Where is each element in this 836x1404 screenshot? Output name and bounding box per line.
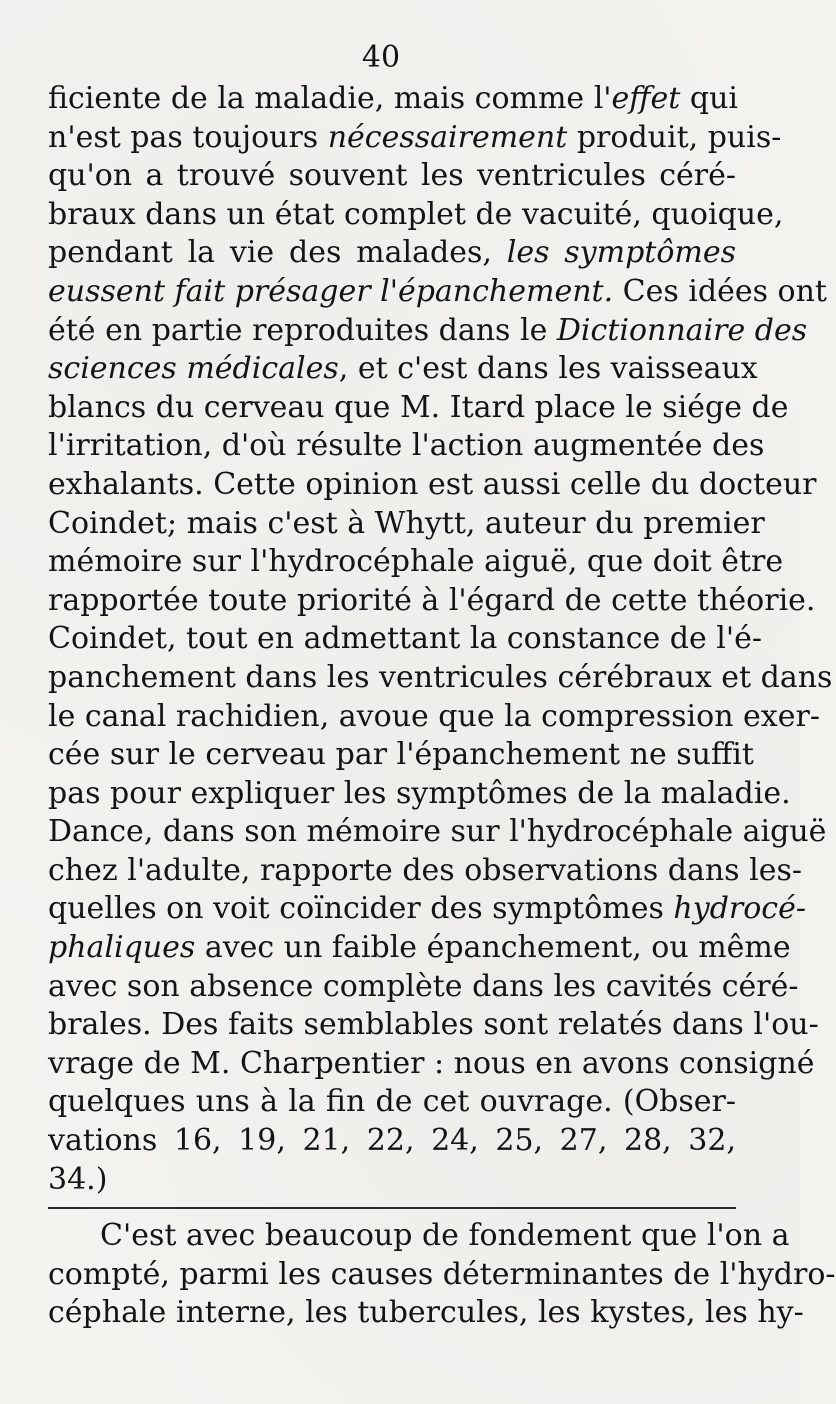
text-line <box>48 813 827 852</box>
line-text: compté, parmi les causes déterminantes de l'hydro- <box>48 1256 836 1292</box>
text-line <box>48 852 802 891</box>
line-text: l'irritation, d'où résulte l'action augmentée des <box>48 428 765 464</box>
italic-text: phaliques <box>48 930 196 966</box>
line-text: quelles on voit coïncider des symptômes <box>48 891 674 927</box>
text-line <box>48 543 784 582</box>
text-line <box>48 620 763 659</box>
italic-text: sciences médicales <box>48 351 339 387</box>
text-line <box>48 582 816 621</box>
text-line <box>48 1045 815 1084</box>
text-line <box>48 196 784 235</box>
line-text: Ces idées ont <box>613 273 827 309</box>
italic-text: Dictionnaire des <box>556 312 808 348</box>
line-text: braux dans un état complet de vacuité, quoique, <box>48 196 784 232</box>
line-text: cée sur le cerveau par l'épanchement ne suffit <box>48 737 754 773</box>
paragraph-1 <box>48 80 833 1209</box>
line-text: chez l'adulte, rapporte des observations dans les- <box>48 852 802 888</box>
text-line <box>48 1083 736 1122</box>
line-text: vrage de M. Charpentier : nous en avons consigné <box>48 1045 815 1081</box>
line-text: brales. Des faits semblables sont relatés dans l'ou- <box>48 1007 819 1043</box>
line-text: blancs du cerveau que M. Itard place le siége de <box>48 389 789 425</box>
line-text: été en partie reproduites dans le <box>48 312 557 348</box>
line-text: ficiente de la maladie, mais comme <box>48 81 594 116</box>
text-line <box>48 273 827 312</box>
separator-rule <box>48 1207 736 1209</box>
text-line <box>48 350 758 389</box>
line-text: avec un faible épanchement, ou même <box>195 930 791 966</box>
italic-text: effet <box>611 81 681 116</box>
line-text: Dance, dans son mémoire sur l'hydrocéphale aiguë <box>48 814 827 850</box>
paragraph-2 <box>48 1217 836 1333</box>
text-line <box>48 389 789 428</box>
line-text: qui <box>680 81 739 116</box>
line-text: exhalants. Cette opinion est aussi celle du docteur <box>48 466 817 502</box>
text-line <box>48 312 808 351</box>
line-text: 34.) <box>48 1161 108 1197</box>
line-text: , et c'est dans les vaisseaux <box>338 351 758 387</box>
italic-text: eussent fait présager l'épanchement. <box>48 273 614 309</box>
page-number: 40 <box>361 40 401 75</box>
text-line <box>48 157 736 196</box>
text-line <box>48 890 806 929</box>
italic-text: nécessairement <box>327 119 568 155</box>
italic-text: les symptômes <box>506 235 736 271</box>
line-text: panchement dans les ventricules cérébraux et dans <box>48 659 833 695</box>
line-text: mémoire sur l'hydrocéphale aiguë, que doit être <box>48 544 784 580</box>
text-line <box>48 659 833 698</box>
line-text: qu'on a trouvé souvent les ventricules céré- <box>48 158 736 194</box>
text-line <box>48 1256 836 1295</box>
text-line <box>48 736 754 775</box>
text-line <box>48 929 791 968</box>
line-text: pas pour expliquer les symptômes de la maladie. <box>48 775 791 811</box>
line-text: Coindet; mais c'est à Whytt, auteur du premier <box>48 505 765 541</box>
line-text: le canal rachidien, avoue que la compression exer- <box>48 698 820 734</box>
text-line <box>48 775 791 814</box>
text-line <box>48 466 817 505</box>
line-text: C'est avec beaucoup de fondement que l'on a <box>100 1218 790 1254</box>
text-line <box>48 505 765 544</box>
text-line <box>48 1161 736 1200</box>
text-line <box>48 698 820 737</box>
text-line <box>48 1006 819 1045</box>
line-text: vations 16, 19, 21, 22, 24, 25, 27, 28, 32, <box>48 1123 736 1159</box>
line-text: produit, puis- <box>567 119 782 155</box>
line-text: avec son absence complète dans les cavités céré- <box>48 968 799 1004</box>
text-line <box>48 1217 790 1256</box>
line-text: quelques uns à la fin de cet ouvrage. (Obser- <box>48 1084 736 1120</box>
line-text: n'est pas toujours <box>48 119 328 155</box>
text-line <box>48 119 782 158</box>
line-text: pendant la vie des malades, <box>48 235 507 271</box>
italic-text: hydrocé- <box>673 891 806 927</box>
line-text: Coindet, tout en admettant la constance de l'é- <box>48 621 763 657</box>
text-line <box>48 80 739 119</box>
text-line <box>48 427 765 466</box>
text-line <box>48 1122 736 1161</box>
line-text: rapportée toute priorité à l'égard de cette théorie. <box>48 582 816 618</box>
line-text: céphale interne, les tubercules, les kystes, les hy- <box>48 1295 804 1331</box>
text-line <box>48 234 736 273</box>
line-text: l' <box>593 81 612 116</box>
text-line <box>48 1294 804 1333</box>
text-line <box>48 968 799 1007</box>
